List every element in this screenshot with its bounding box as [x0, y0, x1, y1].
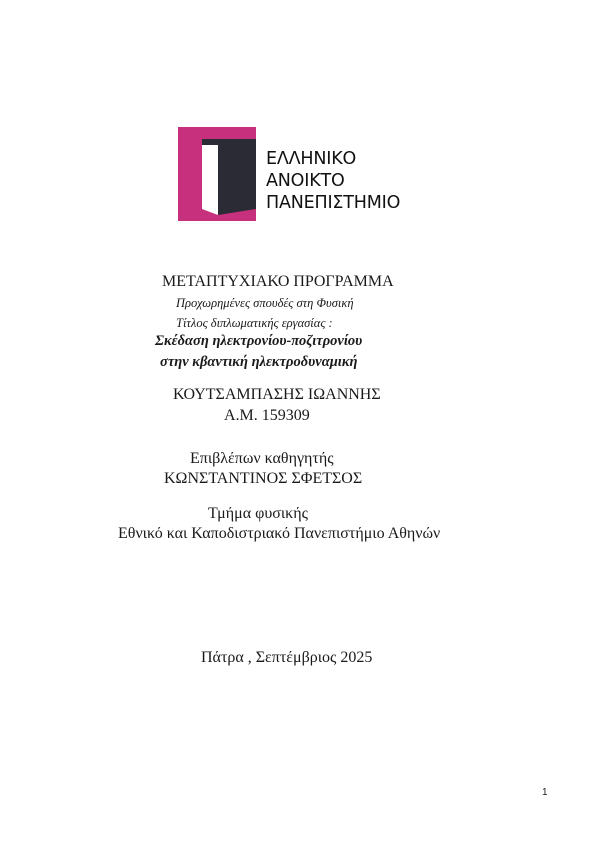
- thesis-title-label: Τίτλος διπλωματικής εργασίας :: [176, 316, 333, 330]
- thesis-title-line2: στην κβαντική ηλεκτροδυναμική: [160, 354, 358, 370]
- author-name: ΚΟΥΤΣΑΜΠΑΣΗΣ ΙΩΑΝΝΗΣ: [173, 386, 381, 403]
- supervisor-label: Επιβλέπων καθηγητής: [190, 450, 334, 467]
- logo-text-line3: ΠΑΝΕΠΙΣΤΗΜΙΟ: [266, 193, 401, 213]
- student-id: Α.Μ. 159309: [224, 407, 310, 424]
- supervisor-name: ΚΩΝΣΤΑΝΤΙΝΟΣ ΣΦΕΤΣΟΣ: [164, 470, 363, 487]
- university-name: Εθνικό και Καποδιστριακό Πανεπιστήμιο Αθηνών: [118, 525, 441, 542]
- program-heading: ΜΕΤΑΠΤΥΧΙΑΚΟ ΠΡΟΓΡΑΜΜΑ: [162, 273, 394, 290]
- department: Τμήμα φυσικής: [208, 505, 308, 522]
- logo-text-line1: ΕΛΛΗΝΙΚΟ: [266, 149, 357, 169]
- university-logo-icon: [178, 127, 256, 221]
- thesis-title-line1: Σκέδαση ηλεκτρονίου-ποζιτρονίου: [155, 333, 363, 349]
- place-and-date: Πάτρα , Σεπτέμβριος 2025: [201, 649, 373, 666]
- logo-text-line2: ΑΝΟΙΚΤΟ: [266, 171, 345, 191]
- page-number: 1: [542, 787, 548, 798]
- studies-subtitle: Προχωρημένες σπουδές στη Φυσική: [176, 296, 354, 310]
